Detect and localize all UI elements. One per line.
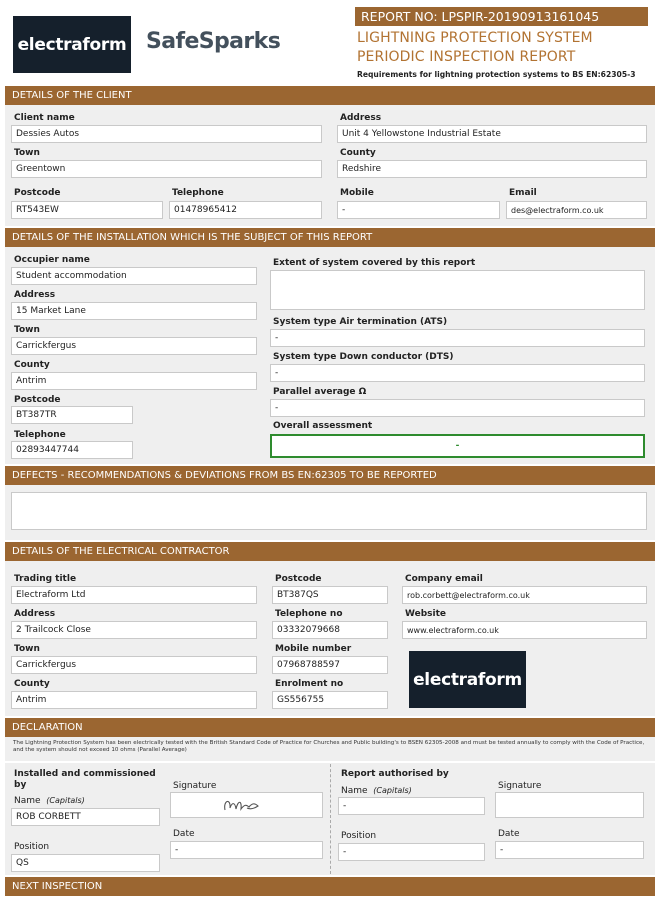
contractor-postcode-label: Postcode: [275, 574, 322, 584]
logo-text: electraform: [17, 34, 127, 55]
signature-scribble: [175, 794, 315, 816]
installation-county-field[interactable]: Antrim: [11, 372, 257, 390]
contractor-postcode-field[interactable]: BT387QS: [272, 586, 388, 604]
ats-label: System type Air termination (ATS): [273, 317, 448, 327]
installation-telephone-label: Telephone: [14, 430, 66, 440]
dts-field[interactable]: -: [270, 364, 645, 382]
defects-field[interactable]: [11, 492, 647, 530]
installation-address-label: Address: [14, 290, 56, 300]
contractor-telephone-label: Telephone no: [275, 609, 343, 619]
installation-postcode-field[interactable]: BT387TR: [11, 406, 133, 424]
authorised-position-label: Position: [341, 831, 377, 841]
enrolment-label: Enrolment no: [275, 679, 344, 689]
dts-label: System type Down conductor (DTS): [273, 352, 454, 362]
installation-county-label: County: [14, 360, 50, 370]
client-mobile-field[interactable]: -: [337, 201, 500, 219]
client-mobile-label: Mobile: [340, 188, 374, 198]
overall-assessment-field[interactable]: -: [270, 434, 645, 458]
authorised-date-label: Date: [498, 829, 520, 839]
authorised-signature-label: Signature: [498, 781, 542, 791]
section-next-inspection-header: NEXT INSPECTION: [5, 877, 655, 896]
contractor-county-field[interactable]: Antrim: [11, 691, 257, 709]
client-telephone-field[interactable]: 01478965412: [169, 201, 322, 219]
website-label: Website: [405, 609, 447, 619]
contractor-logo: [409, 651, 526, 708]
installed-name-label: [14, 796, 85, 806]
installed-date-label: Date: [173, 829, 195, 839]
installation-town-label: Town: [14, 325, 40, 335]
contractor-address-field[interactable]: 2 Trailcock Close: [11, 621, 257, 639]
declaration-text: The Lightning Protection System has been electrically tested with the British Standard Code of Practice for Churches and Public building's to BSEN 62305-2008 and must be tested annually to comply with the Code of Practice, and the system should not exceed 10 ohms (Parallel Average): [13, 740, 645, 753]
overall-assessment-label: Overall assessment: [273, 421, 373, 431]
installation-address-field[interactable]: 15 Market Lane: [11, 302, 257, 320]
authorised-date-field[interactable]: -: [495, 841, 644, 859]
client-email-field[interactable]: des@electraform.co.uk: [506, 201, 647, 219]
authorised-position-field[interactable]: -: [338, 843, 485, 861]
parallel-average-field[interactable]: -: [270, 399, 645, 417]
installed-position-field[interactable]: QS: [11, 854, 160, 872]
installed-name-field[interactable]: ROB CORBETT: [11, 808, 160, 826]
report-title-line1: LIGHTNING PROTECTION SYSTEM: [357, 30, 593, 46]
installed-date-field[interactable]: -: [170, 841, 323, 859]
extent-label: Extent of system covered by this report: [273, 258, 476, 268]
website-field[interactable]: www.electraform.co.uk: [402, 621, 647, 639]
client-county-label: County: [340, 148, 376, 158]
installed-signature-box[interactable]: [170, 792, 323, 818]
parallel-average-label: Parallel average Ω: [273, 387, 367, 397]
contractor-telephone-field[interactable]: 03332079668: [272, 621, 388, 639]
contractor-town-field[interactable]: Carrickfergus: [11, 656, 257, 674]
ats-field[interactable]: -: [270, 329, 645, 347]
authorised-name-label: [341, 786, 412, 796]
client-email-label: Email: [509, 188, 537, 198]
declaration-divider: [330, 764, 331, 874]
authorised-signature-box[interactable]: [495, 792, 644, 818]
section-declaration-header: DECLARATION: [5, 718, 655, 737]
section-defects-header: DEFECTS - RECOMMENDATIONS & DEVIATIONS FROM BS EN:62305 TO BE REPORTED: [5, 466, 655, 485]
client-town-label: Town: [14, 148, 40, 158]
authorised-name-label-text: Name: [341, 786, 368, 796]
contractor-county-label: County: [14, 679, 50, 689]
enrolment-field[interactable]: GS556755: [272, 691, 388, 709]
brand-name: SafeSparks: [146, 29, 281, 54]
occupier-name-field[interactable]: Student accommodation: [11, 267, 257, 285]
trading-title-field[interactable]: Electraform Ltd: [11, 586, 257, 604]
occupier-name-label: Occupier name: [14, 255, 90, 265]
client-telephone-label: Telephone: [172, 188, 224, 198]
authorised-name-field[interactable]: -: [338, 797, 485, 815]
contractor-address-label: Address: [14, 609, 56, 619]
contractor-logo-text: electraform: [413, 669, 522, 690]
client-town-field[interactable]: Greentown: [11, 160, 322, 178]
client-postcode-field[interactable]: RT543EW: [11, 201, 163, 219]
contractor-town-label: Town: [14, 644, 40, 654]
client-address-field[interactable]: Unit 4 Yellowstone Industrial Estate: [337, 125, 647, 143]
installed-position-label: Position: [14, 842, 50, 852]
electraform-logo: [13, 16, 131, 73]
authorised-name-hint: (Capitals): [373, 786, 412, 795]
report-subtitle: Requirements for lightning protection systems to BS EN:62305-3: [357, 70, 636, 79]
client-address-label: Address: [340, 113, 382, 123]
section-installation-header: DETAILS OF THE INSTALLATION WHICH IS THE SUBJECT OF THIS REPORT: [5, 228, 655, 247]
authorised-heading: Report authorised by: [341, 769, 449, 779]
section-contractor-header: DETAILS OF THE ELECTRICAL CONTRACTOR: [5, 542, 655, 561]
report-number: REPORT NO: LPSPIR-20190913161045: [355, 7, 648, 26]
installed-heading: Installed and commissioned by: [14, 769, 156, 790]
installation-telephone-field[interactable]: 02893447744: [11, 441, 133, 459]
client-county-field[interactable]: Redshire: [337, 160, 647, 178]
installation-postcode-label: Postcode: [14, 395, 61, 405]
contractor-mobile-label: Mobile number: [275, 644, 352, 654]
company-email-field[interactable]: rob.corbett@electraform.co.uk: [402, 586, 647, 604]
section-client-header: DETAILS OF THE CLIENT: [5, 86, 655, 105]
client-postcode-label: Postcode: [14, 188, 61, 198]
installed-name-hint: (Capitals): [46, 796, 85, 805]
extent-field[interactable]: [270, 270, 645, 310]
report-title-line2: PERIODIC INSPECTION REPORT: [357, 49, 576, 65]
client-name-label: Client name: [14, 113, 75, 123]
installed-signature-label: Signature: [173, 781, 217, 791]
trading-title-label: Trading title: [14, 574, 77, 584]
company-email-label: Company email: [405, 574, 483, 584]
installation-town-field[interactable]: Carrickfergus: [11, 337, 257, 355]
client-name-field[interactable]: Dessies Autos: [11, 125, 322, 143]
contractor-mobile-field[interactable]: 07968788597: [272, 656, 388, 674]
installed-name-label-text: Name: [14, 796, 41, 806]
